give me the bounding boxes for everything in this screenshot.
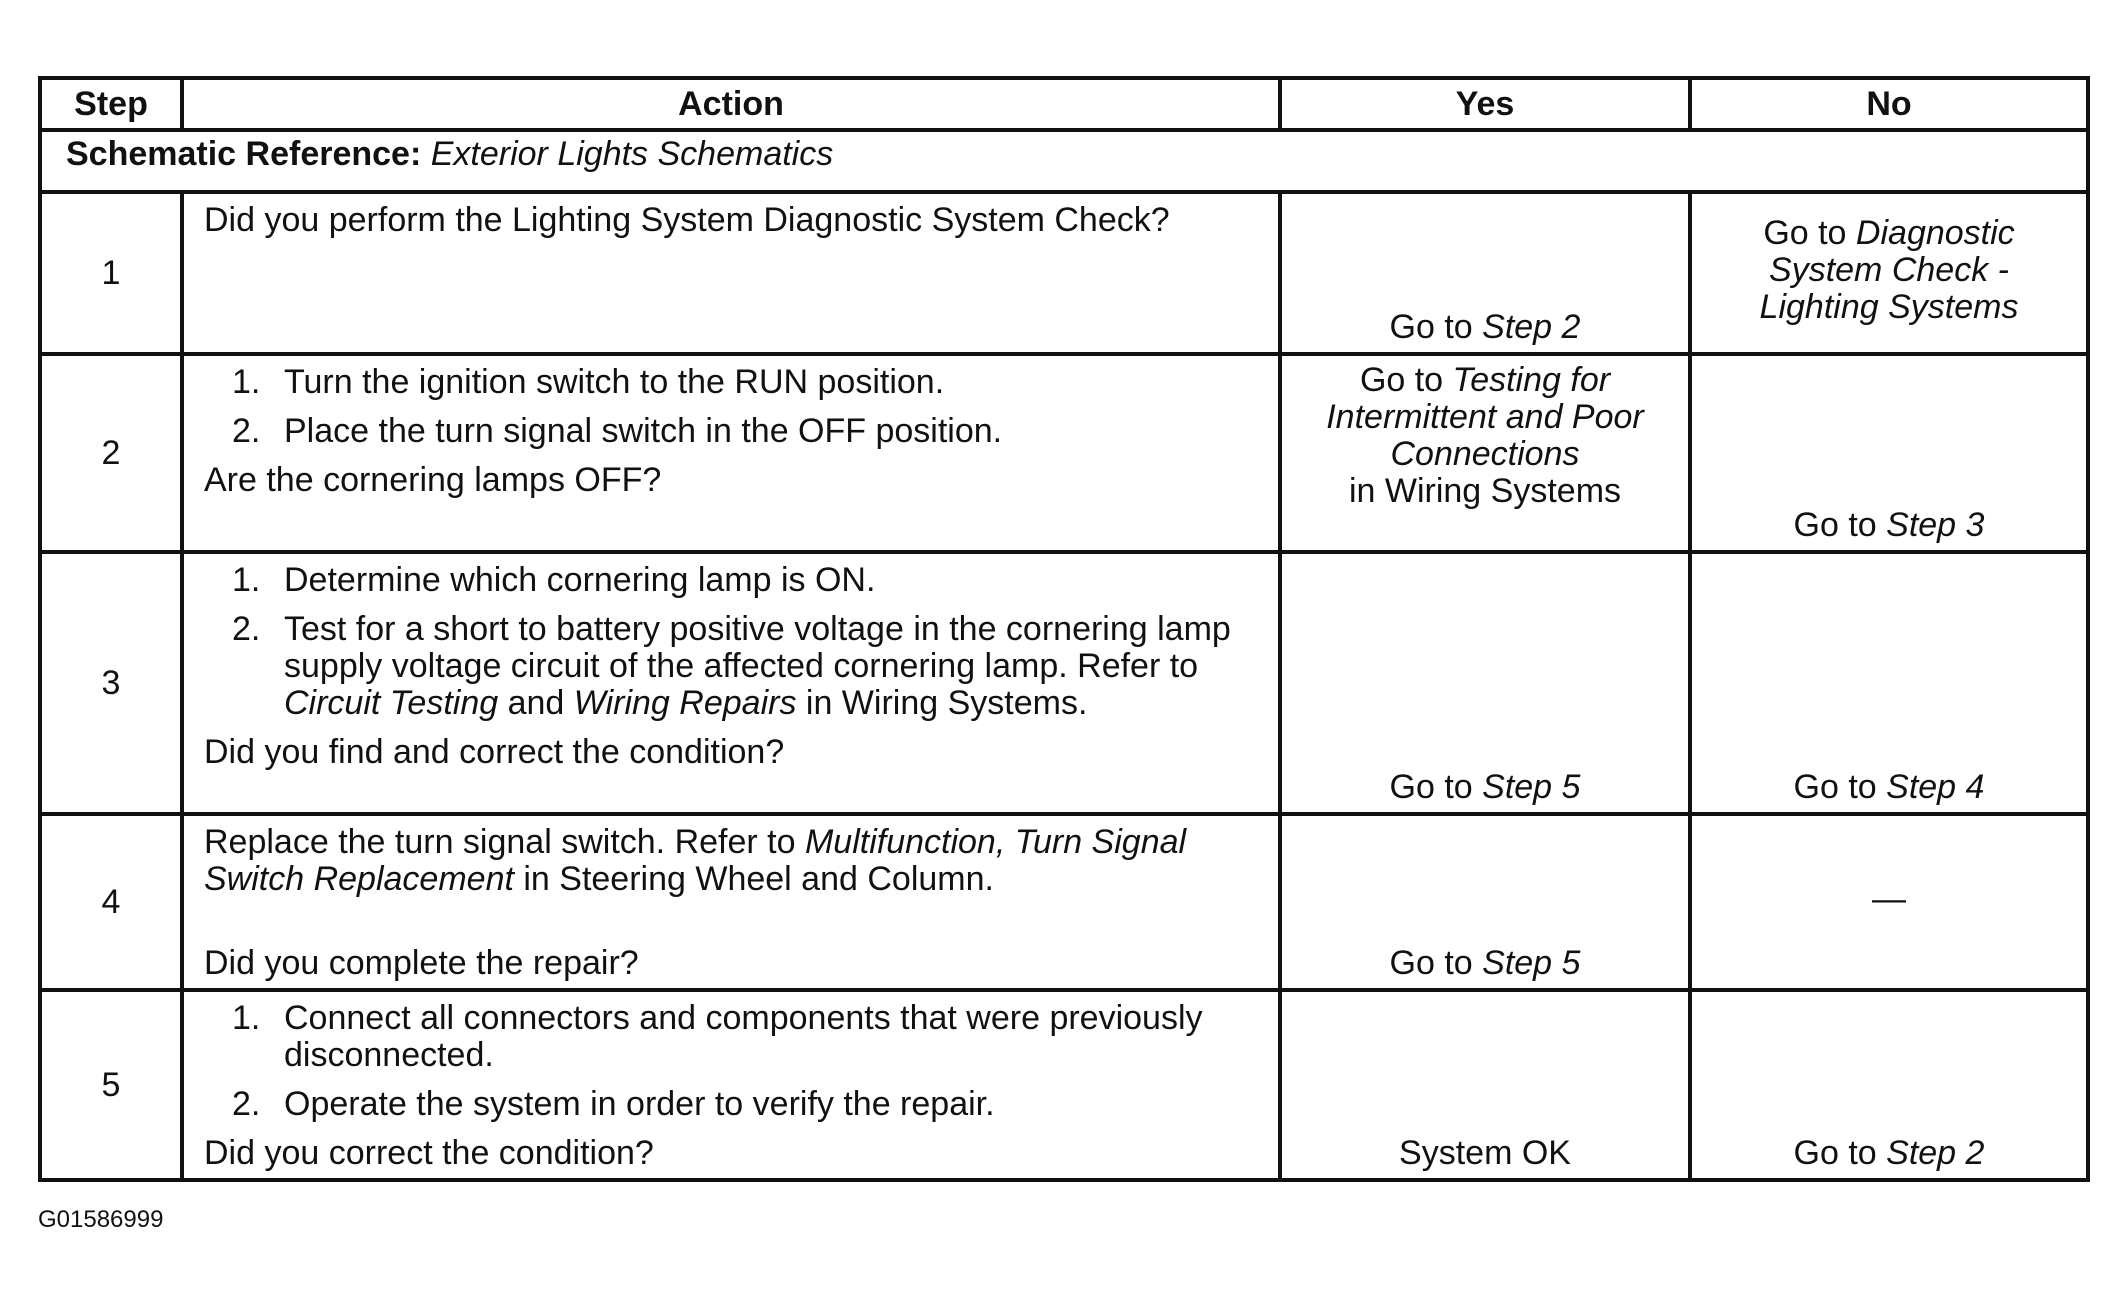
step-number: 2 bbox=[40, 354, 182, 552]
no-cell: — bbox=[1690, 814, 2088, 990]
list-item: 2. Operate the system in order to verify the repair. bbox=[232, 1085, 995, 1123]
action-text: Replace the turn signal switch. Refer to Multifunction, Turn Signal Switch Replacement in Steering Wheel and Column. bbox=[204, 823, 1187, 898]
header-no: No bbox=[1690, 78, 2088, 130]
yes-cell: Go to Step 5 bbox=[1280, 814, 1690, 990]
action-list bbox=[204, 562, 1266, 722]
step-number: 3 bbox=[40, 552, 182, 814]
action-list bbox=[204, 364, 1266, 450]
step-number: 4 bbox=[40, 814, 182, 990]
no-cell: Go to Step 4 bbox=[1690, 552, 2088, 814]
table-row bbox=[40, 990, 2088, 1180]
reference-value: Exterior Lights Schematics bbox=[430, 135, 834, 173]
step-number: 1 bbox=[40, 192, 182, 354]
turn-signal-replacement-ref[interactable]: Multifunction, Turn Signal Switch Replacement bbox=[204, 823, 1187, 898]
no-link[interactable]: Step 3 bbox=[1886, 506, 1985, 544]
list-item: 2. Place the turn signal switch in the OFF position. bbox=[232, 412, 1003, 450]
list-item: 1. Turn the ignition switch to the RUN position. bbox=[232, 363, 945, 401]
yes-cell: Go to Testing for Intermittent and Poor Connections in Wiring Systems bbox=[1280, 354, 1690, 552]
yes-link[interactable]: Step 2 bbox=[1482, 308, 1581, 346]
table-row bbox=[40, 192, 2088, 354]
circuit-testing-ref[interactable]: Circuit Testing bbox=[284, 684, 499, 722]
yes-cell: Go to Step 5 bbox=[1280, 552, 1690, 814]
header-row bbox=[40, 78, 2088, 130]
action-cell bbox=[182, 814, 1280, 990]
figure-id: G01586999 bbox=[38, 1206, 164, 1233]
yes-cell: System OK bbox=[1280, 990, 1690, 1180]
action-cell bbox=[182, 354, 1280, 552]
diagnostic-table bbox=[38, 76, 2090, 1182]
yes-link[interactable]: Testing for Intermittent and Poor Connections bbox=[1326, 361, 1644, 473]
table-row bbox=[40, 814, 2088, 990]
action-question: Are the cornering lamps OFF? bbox=[204, 461, 662, 499]
reference-row bbox=[40, 130, 2088, 192]
schematic-reference bbox=[40, 130, 2088, 192]
yes-link[interactable]: Step 5 bbox=[1482, 768, 1581, 806]
header-step: Step bbox=[40, 78, 182, 130]
list-item: 2. Test for a short to battery positive voltage in the cornering lamp supply voltage circuit of the affected cornering lamp. Refer to Circuit Testing and Wiring Repairs in Wiring Systems. bbox=[232, 610, 1231, 722]
header-action: Action bbox=[182, 78, 1280, 130]
table-row bbox=[40, 552, 2088, 814]
table-row bbox=[40, 354, 2088, 552]
no-cell: Go to Diagnostic System Check - Lighting Systems bbox=[1690, 192, 2088, 354]
action-list bbox=[204, 1000, 1266, 1123]
header-yes: Yes bbox=[1280, 78, 1690, 130]
reference-label: Schematic Reference: bbox=[66, 135, 422, 173]
action-question: Did you perform the Lighting System Diagnostic System Check? bbox=[204, 201, 1170, 239]
yes-cell: Go to Step 2 bbox=[1280, 192, 1690, 354]
step-number: 5 bbox=[40, 990, 182, 1180]
action-question: Did you complete the repair? bbox=[204, 944, 639, 982]
action-cell bbox=[182, 192, 1280, 354]
no-link[interactable]: Step 2 bbox=[1886, 1134, 1985, 1172]
no-link[interactable]: Diagnostic System Check - Lighting Systems bbox=[1759, 213, 2019, 326]
yes-link[interactable]: Step 5 bbox=[1482, 944, 1581, 982]
action-cell bbox=[182, 990, 1280, 1180]
no-cell: Go to Step 2 bbox=[1690, 990, 2088, 1180]
no-link[interactable]: Step 4 bbox=[1886, 768, 1985, 806]
action-cell bbox=[182, 552, 1280, 814]
no-cell: Go to Step 3 bbox=[1690, 354, 2088, 552]
action-question: Did you correct the condition? bbox=[204, 1134, 654, 1172]
wiring-repairs-ref[interactable]: Wiring Repairs bbox=[573, 684, 797, 722]
action-question: Did you find and correct the condition? bbox=[204, 733, 785, 771]
yes-suffix: in Wiring Systems bbox=[1348, 472, 1622, 510]
list-item: 1. Determine which cornering lamp is ON. bbox=[232, 561, 876, 599]
list-item: 1. Connect all connectors and components that were previously disconnected. bbox=[232, 999, 1203, 1074]
